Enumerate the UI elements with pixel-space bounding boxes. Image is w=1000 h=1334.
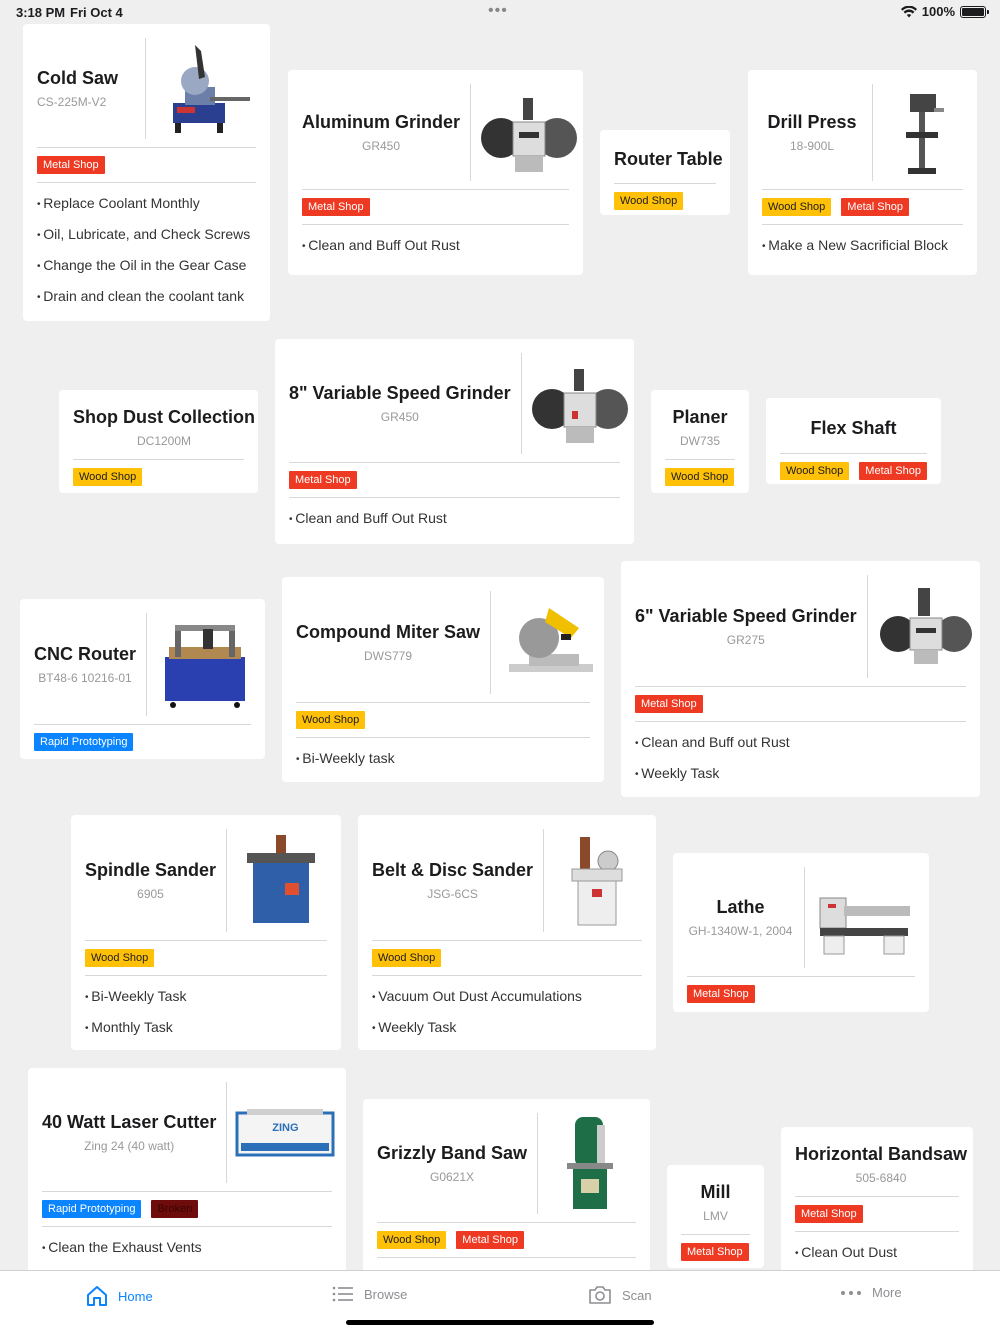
task-item[interactable]: • Clean and Buff out Rust — [635, 734, 966, 750]
tag-wood-shop: Wood Shop — [372, 949, 441, 967]
wifi-icon — [901, 6, 917, 18]
task-item[interactable]: • Weekly Task — [372, 1019, 642, 1035]
tag-metal-shop: Metal Shop — [859, 462, 927, 480]
task-list — [85, 976, 327, 1035]
machine-card-variable-grinder-8[interactable] — [275, 339, 634, 544]
task-item[interactable]: • Bi-Weekly task — [296, 750, 590, 766]
machine-card-cold-saw[interactable] — [23, 24, 270, 321]
machine-model: JSG-6CS — [427, 887, 478, 901]
status-time: 3:18 PM — [16, 5, 66, 20]
task-item[interactable]: • Vacuum Out Dust Accumulations — [372, 988, 642, 1004]
machine-title: Spindle Sander — [85, 860, 217, 880]
band-saw-icon — [538, 1113, 636, 1214]
machine-card-laser-cutter[interactable] — [28, 1068, 346, 1278]
machine-model: BT48-6 10216-01 — [38, 671, 132, 685]
bench-grinder-icon — [868, 575, 976, 678]
zing-logo: ZING — [272, 1121, 299, 1134]
machine-card-horizontal-bandsaw[interactable] — [781, 1127, 973, 1277]
machine-title: Cold Saw — [37, 68, 119, 88]
machine-card-belt-disc-sander[interactable] — [358, 815, 656, 1050]
tab-more[interactable] — [840, 1285, 902, 1300]
task-item[interactable]: • Weekly Task — [635, 765, 966, 781]
task-list — [795, 1232, 959, 1260]
machine-card-cnc-router[interactable] — [20, 599, 265, 759]
machine-title: Grizzly Band Saw — [377, 1143, 528, 1163]
status-bar — [0, 0, 1000, 24]
task-item[interactable]: • Clean and Buff Out Rust — [302, 237, 569, 253]
tag-metal-shop: Metal Shop — [37, 156, 105, 174]
machine-title: Horizontal Bandsaw — [795, 1144, 968, 1164]
machine-title: Router Table — [614, 149, 723, 169]
battery-percent: 100% — [921, 4, 955, 19]
tab-home[interactable] — [86, 1285, 153, 1307]
machine-card-planer[interactable] — [651, 390, 749, 493]
laser-cutter-icon — [227, 1082, 335, 1183]
tag-broken: Broken — [151, 1200, 198, 1218]
machine-title: 6" Variable Speed Grinder — [635, 606, 857, 626]
task-list — [42, 1227, 332, 1255]
tab-label: Scan — [622, 1287, 652, 1303]
machine-title: Lathe — [716, 897, 765, 917]
battery-icon — [960, 6, 986, 18]
machine-title: 40 Watt Laser Cutter — [42, 1112, 217, 1132]
machine-card-variable-grinder-6[interactable] — [621, 561, 980, 797]
tab-scan[interactable] — [588, 1285, 652, 1305]
task-item[interactable]: • Replace Coolant Monthly — [37, 195, 256, 211]
machine-title: Mill — [700, 1182, 731, 1202]
machine-card-spindle-sander[interactable] — [71, 815, 341, 1050]
cnc-router-icon — [147, 613, 255, 716]
tag-metal-shop: Metal Shop — [795, 1205, 863, 1223]
tab-label: Home — [118, 1288, 153, 1304]
lathe-icon — [805, 867, 915, 968]
machine-model: GR275 — [726, 633, 765, 647]
tab-browse[interactable] — [332, 1285, 407, 1303]
task-item[interactable]: • Monthly Task — [85, 1019, 327, 1035]
machine-title: Compound Miter Saw — [296, 622, 480, 642]
drill-press-icon — [873, 84, 963, 181]
task-list — [302, 225, 569, 253]
task-item[interactable]: • Bi-Weekly Task — [85, 988, 327, 1004]
tab-label: Browse — [364, 1286, 408, 1302]
machine-model: CS-225M-V2 — [37, 95, 107, 109]
tag-wood-shop: Wood Shop — [377, 1231, 446, 1249]
ellipsis-icon — [840, 1290, 862, 1296]
house-icon — [86, 1285, 108, 1307]
machine-card-router-table[interactable] — [600, 130, 730, 215]
machine-model: GH-1340W-1, 2004 — [688, 924, 793, 938]
tag-wood-shop: Wood Shop — [780, 462, 849, 480]
list-icon — [332, 1285, 354, 1303]
machine-model: DC1200M — [136, 434, 192, 448]
tag-metal-shop: Metal Shop — [456, 1231, 524, 1249]
machine-title: Shop Dust Collection — [73, 407, 255, 427]
miter-saw-icon — [491, 591, 599, 694]
machine-card-flex-shaft[interactable] — [766, 398, 941, 484]
task-list — [372, 976, 642, 1035]
machine-title: Aluminum Grinder — [302, 112, 461, 132]
task-item[interactable]: • Make a New Sacrificial Block — [762, 237, 963, 253]
machine-card-band-saw[interactable] — [363, 1099, 650, 1279]
machine-model: 505-6840 — [855, 1171, 907, 1185]
task-item[interactable]: • Clean the Exhaust Vents — [42, 1239, 332, 1255]
machine-model: GR450 — [380, 410, 419, 424]
task-list — [635, 722, 966, 781]
tag-wood-shop: Wood Shop — [85, 949, 154, 967]
machine-card-aluminum-grinder[interactable] — [288, 70, 583, 275]
multitasking-dots-icon[interactable]: ••• — [488, 2, 508, 19]
machine-model: GR450 — [361, 139, 401, 153]
task-item[interactable]: • Change the Oil in the Gear Case — [37, 257, 256, 273]
tag-metal-shop: Metal Shop — [841, 198, 909, 216]
machine-title: 8" Variable Speed Grinder — [289, 383, 511, 403]
bench-grinder-icon — [471, 84, 579, 181]
machine-card-shop-dust[interactable] — [59, 390, 258, 493]
machine-model: 18-900L — [789, 139, 835, 153]
tab-label: More — [872, 1285, 902, 1300]
bench-grinder-icon — [522, 353, 630, 454]
task-item[interactable]: • Clean and Buff Out Rust — [289, 510, 620, 526]
machine-title: Belt & Disc Sander — [372, 860, 534, 880]
machine-model: DWS779 — [363, 649, 413, 663]
tag-rapid-prototyping: Rapid Prototyping — [34, 733, 133, 751]
task-item[interactable]: • Oil, Lubricate, and Check Screws — [37, 226, 256, 242]
spindle-sander-icon — [227, 829, 327, 932]
machine-title: CNC Router — [34, 644, 136, 664]
task-item[interactable]: • Drain and clean the coolant tank — [37, 288, 256, 304]
status-right — [901, 4, 986, 19]
machine-card-drill-press[interactable] — [748, 70, 977, 275]
tag-metal-shop: Metal Shop — [302, 198, 370, 216]
machine-card-mill[interactable] — [667, 1165, 764, 1268]
task-item[interactable]: • Clean Out Dust — [795, 1244, 959, 1260]
task-list — [37, 183, 256, 304]
tag-metal-shop: Metal Shop — [635, 695, 703, 713]
tag-wood-shop: Wood Shop — [296, 711, 365, 729]
machine-model: Zing 24 (40 watt) — [84, 1139, 175, 1153]
task-list — [296, 738, 590, 766]
machine-model: LMV — [703, 1209, 728, 1223]
cold-saw-icon — [146, 38, 256, 139]
home-indicator[interactable] — [346, 1320, 654, 1325]
tag-rapid-prototyping: Rapid Prototyping — [42, 1200, 141, 1218]
tag-metal-shop: Metal Shop — [289, 471, 357, 489]
machine-card-lathe[interactable] — [673, 853, 929, 1012]
camera-icon — [588, 1285, 612, 1305]
machine-title: Planer — [672, 407, 728, 427]
belt-sander-icon — [544, 829, 642, 932]
task-list — [762, 225, 963, 253]
tag-wood-shop: Wood Shop — [665, 468, 734, 486]
machine-model: DW735 — [679, 434, 720, 448]
status-date: Fri Oct 4 — [70, 5, 123, 20]
tag-wood-shop: Wood Shop — [73, 468, 142, 486]
machine-title: Drill Press — [767, 112, 857, 132]
machine-title: Flex Shaft — [810, 418, 897, 438]
tag-wood-shop: Wood Shop — [762, 198, 831, 216]
machine-model: G0621X — [430, 1170, 475, 1184]
machine-card-miter-saw[interactable] — [282, 577, 604, 782]
tag-metal-shop: Metal Shop — [681, 1243, 749, 1261]
task-list — [289, 498, 620, 526]
tag-metal-shop: Metal Shop — [687, 985, 755, 1003]
tag-wood-shop: Wood Shop — [614, 192, 683, 210]
machine-model: 6905 — [137, 887, 164, 901]
